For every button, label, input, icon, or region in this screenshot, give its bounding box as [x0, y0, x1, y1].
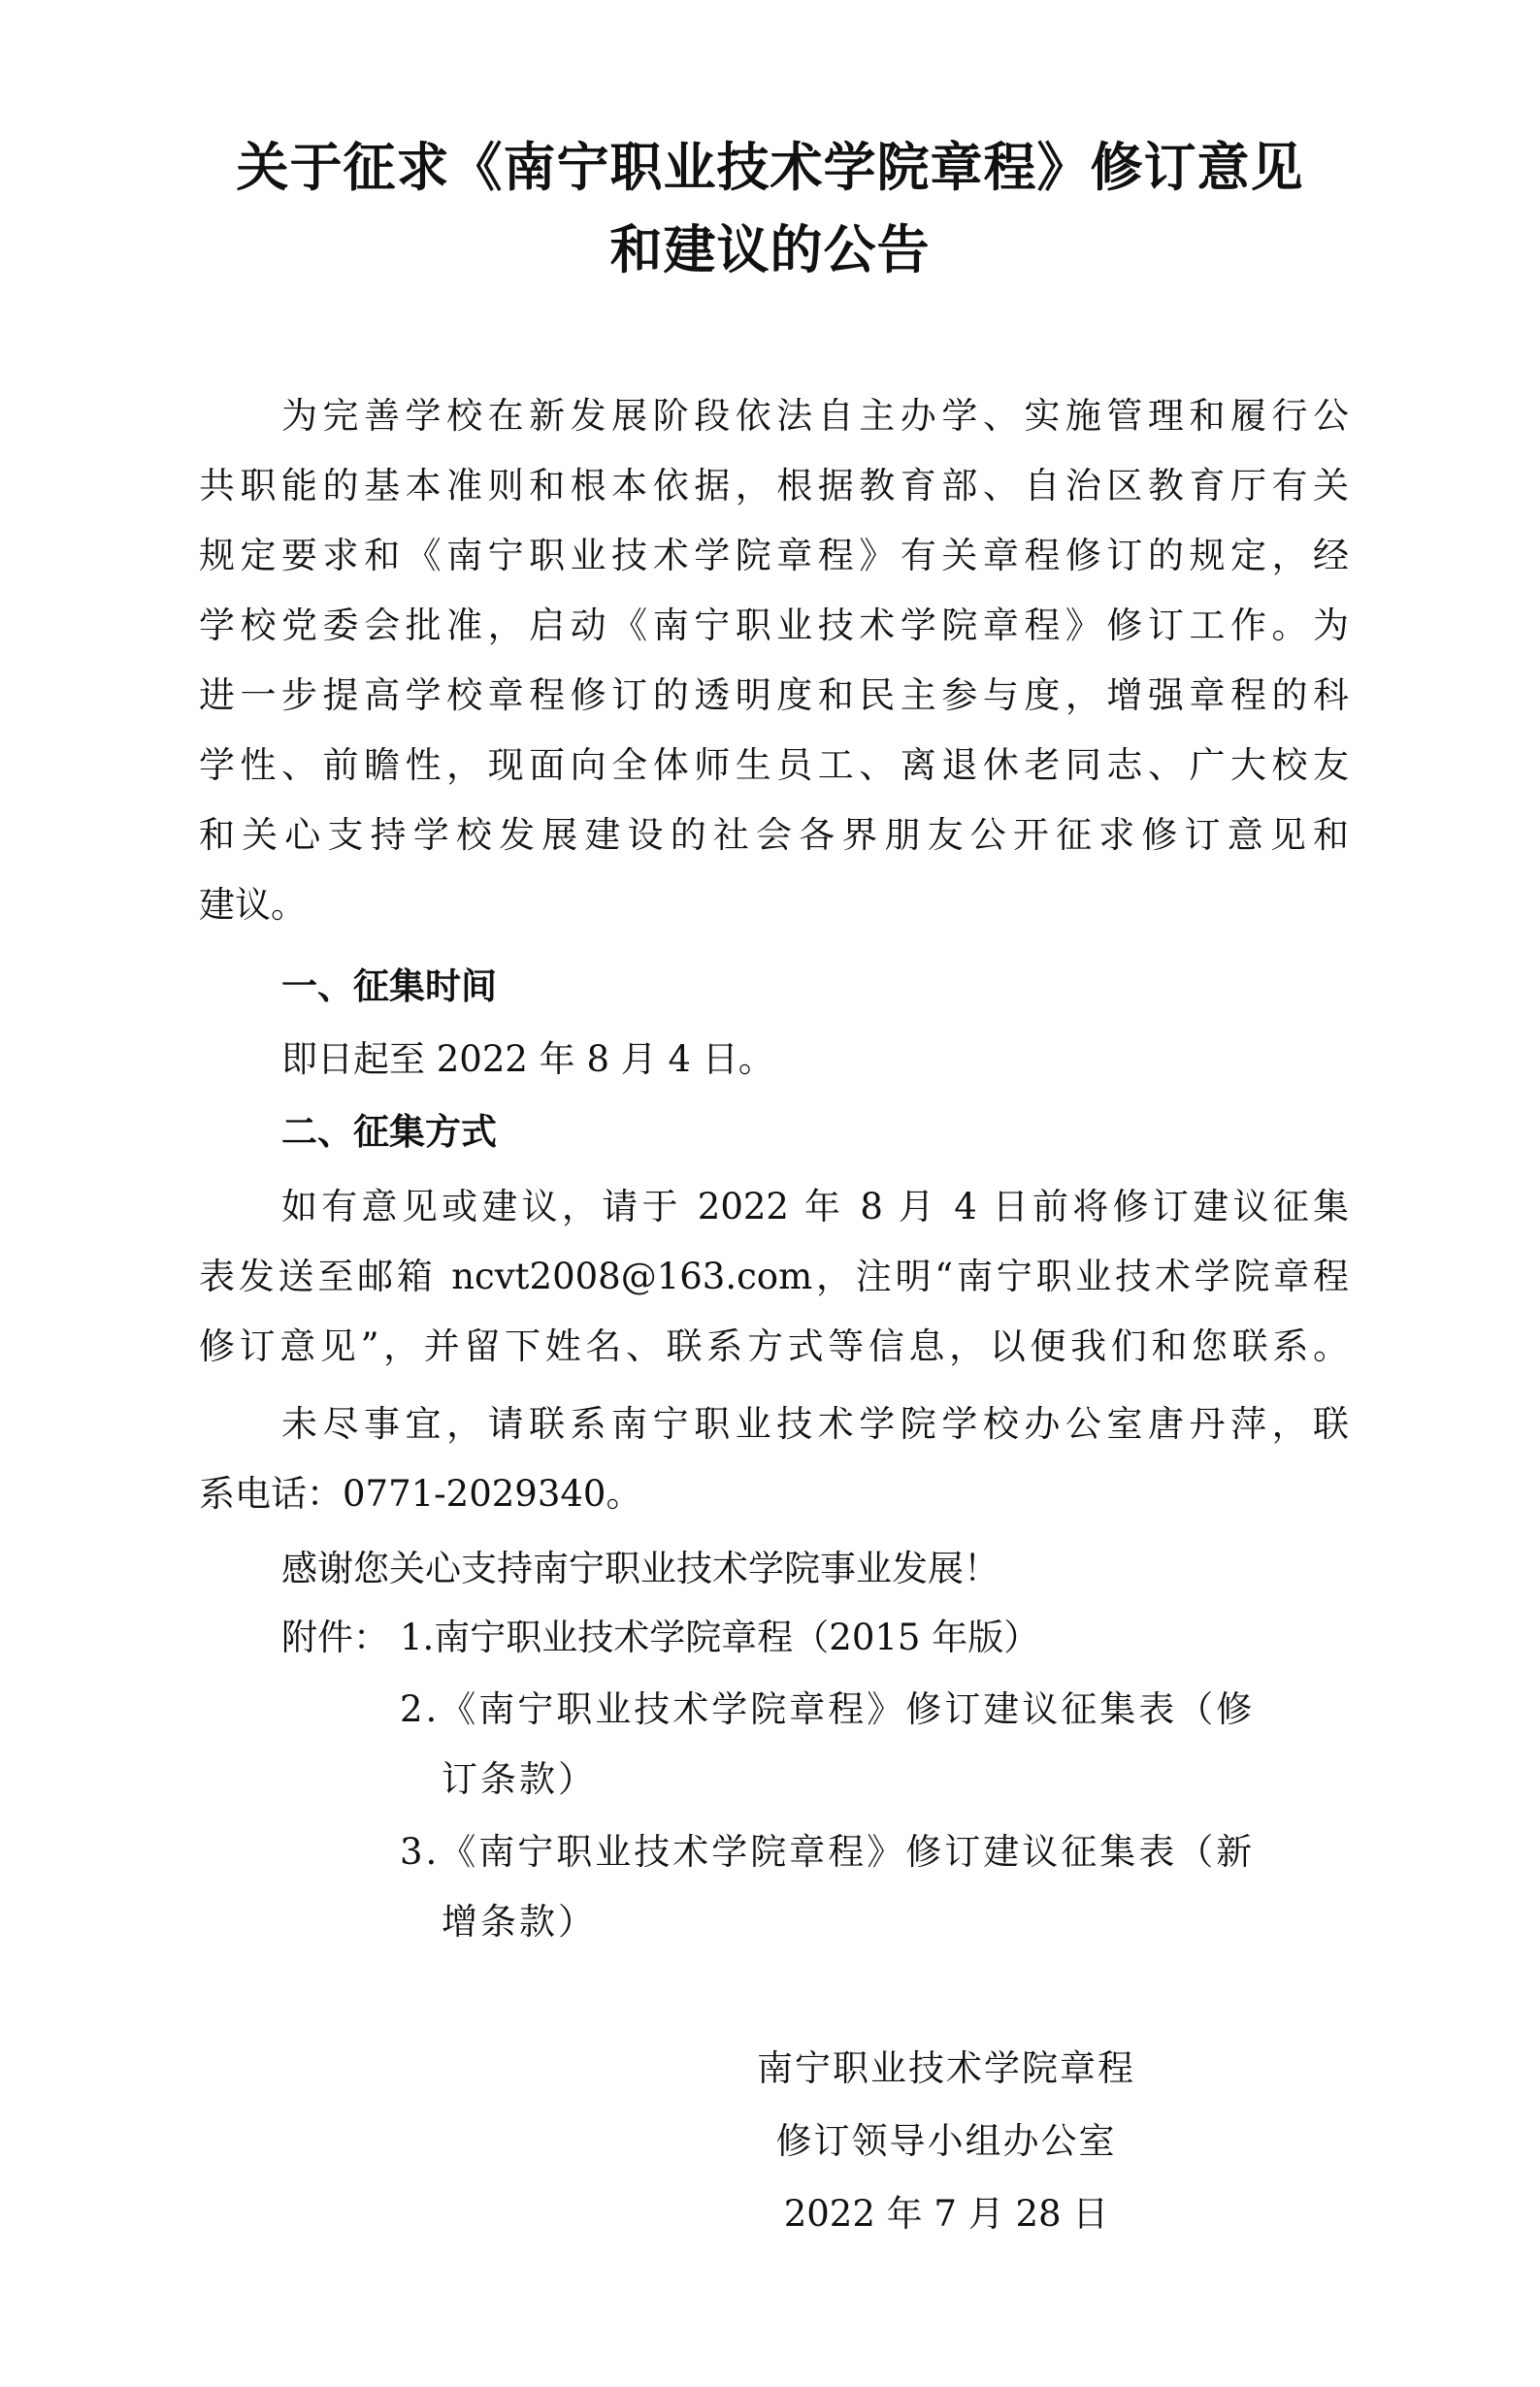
intro-line: 进一步提高学校章程修订的透明度和民主参与度，增强章程的科	[199, 674, 1349, 716]
signature-date: 2022 年 7 月 28 日	[783, 2193, 1109, 2235]
intro-line: 和关心支持学校发展建设的社会各界朋友公开征求修订意见和	[199, 814, 1349, 856]
signature-org-line-1: 南宁职业技术学院章程	[757, 2047, 1135, 2089]
attachment-item-2: 2.《南宁职业技术学院章程》修订建议征集表（修	[400, 1688, 1256, 1730]
section-2-line: 修订意见”，并留下姓名、联系方式等信息，以便我们和您联系。	[199, 1325, 1349, 1367]
attachments-label: 附件：	[281, 1617, 389, 1658]
document-title-line-2: 和建议的公告	[609, 219, 931, 280]
contact-line: 未尽事宜，请联系南宁职业技术学院学校办公室唐丹萍，联	[281, 1403, 1349, 1445]
section-2-heading: 二、征集方式	[281, 1111, 497, 1153]
attachment-item-3-cont: 增条款）	[442, 1901, 597, 1943]
thanks-line: 感谢您关心支持南宁职业技术学院事业发展！	[281, 1548, 999, 1589]
section-2-line: 如有意见或建议，请于 2022 年 8 月 4 日前将修订建议征集	[281, 1186, 1349, 1227]
attachment-item-1: 1.南宁职业技术学院章程（2015 年版）	[400, 1617, 1040, 1658]
attachment-item-2-cont: 订条款）	[442, 1758, 597, 1800]
section-2-line: 表发送至邮箱 ncvt2008@163.com，注明“南宁职业技术学院章程	[199, 1256, 1349, 1297]
contact-line: 系电话：0771-2029340。	[199, 1473, 642, 1515]
intro-line: 学性、前瞻性，现面向全体师生员工、离退休老同志、广大校友	[199, 744, 1349, 786]
document-title-line-1: 关于征求《南宁职业技术学院章程》修订意见	[236, 137, 1304, 198]
intro-line: 建议。	[199, 884, 307, 926]
section-1-heading: 一、征集时间	[281, 965, 497, 1007]
intro-line: 规定要求和《南宁职业技术学院章程》有关章程修订的规定，经	[199, 535, 1349, 576]
signature-org-line-2: 修订领导小组办公室	[775, 2120, 1117, 2162]
intro-line: 学校党委会批准，启动《南宁职业技术学院章程》修订工作。为	[199, 605, 1349, 646]
attachment-item-3: 3.《南宁职业技术学院章程》修订建议征集表（新	[400, 1831, 1256, 1873]
section-1-text: 即日起至 2022 年 8 月 4 日。	[281, 1038, 774, 1080]
intro-line: 共职能的基本准则和根本依据，根据教育部、自治区教育厅有关	[199, 465, 1349, 507]
intro-line: 为完善学校在新发展阶段依法自主办学、实施管理和履行公	[281, 395, 1349, 437]
